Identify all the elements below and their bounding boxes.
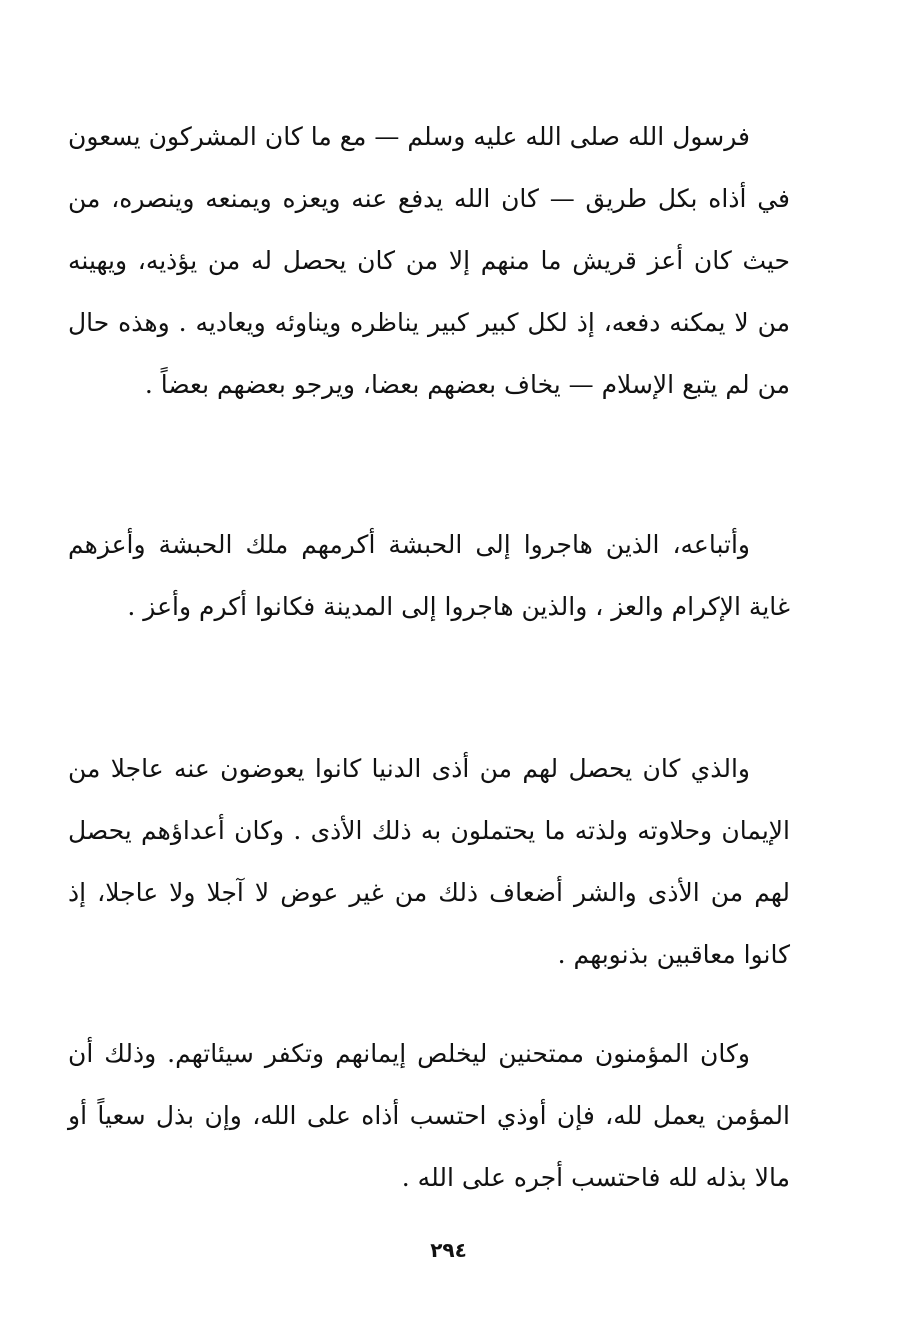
paragraph-1: فرسول الله صلى الله عليه وسلم — مع ما كان المشركون يسعون في أذاه بكل طريق — كان الله يدفع عنه ويعزه ويمنعه وينصره، من حيث كان أعز قريش ما منهم إلا من كان يحصل له من يؤذيه، ويهينه من لا يمكنه دفعه، إذ لكل كبير كبير يناظره ويناوئه ويعاديه . وهذه حال من لم يتبع الإسلام — يخاف بعضهم بعضا، ويرجو بعضهم بعضاً . <box>68 122 790 399</box>
paragraph-2: وأتباعه، الذين هاجروا إلى الحبشة أكرمهم ملك الحبشة وأعزهم غاية الإكرام والعز ، والذين هاجروا إلى المدينة فكانوا أكرم وأعز . <box>68 530 790 621</box>
paragraph-3: والذي كان يحصل لهم من أذى الدنيا كانوا يعوضون عنه عاجلا من الإيمان وحلاوته ولذته ما يحتملون به ذلك الأذى . وكان أعداؤهم يحصل لهم من الأذى والشر أضعاف ذلك من غير عوض لا آجلا ولا عاجلا، إذ كانوا معاقبين بذنوبهم . <box>68 754 790 969</box>
page-number: ٢٩٤ <box>430 1238 467 1262</box>
paragraph-4: وكان المؤمنون ممتحنين ليخلص إيمانهم وتكفر سيئاتهم. وذلك أن المؤمن يعمل لله، فإن أوذي احتسب أذاه على الله، وإن بذل سعياً أو مالا بذله لله فاحتسب أجره على الله . <box>68 1039 790 1192</box>
